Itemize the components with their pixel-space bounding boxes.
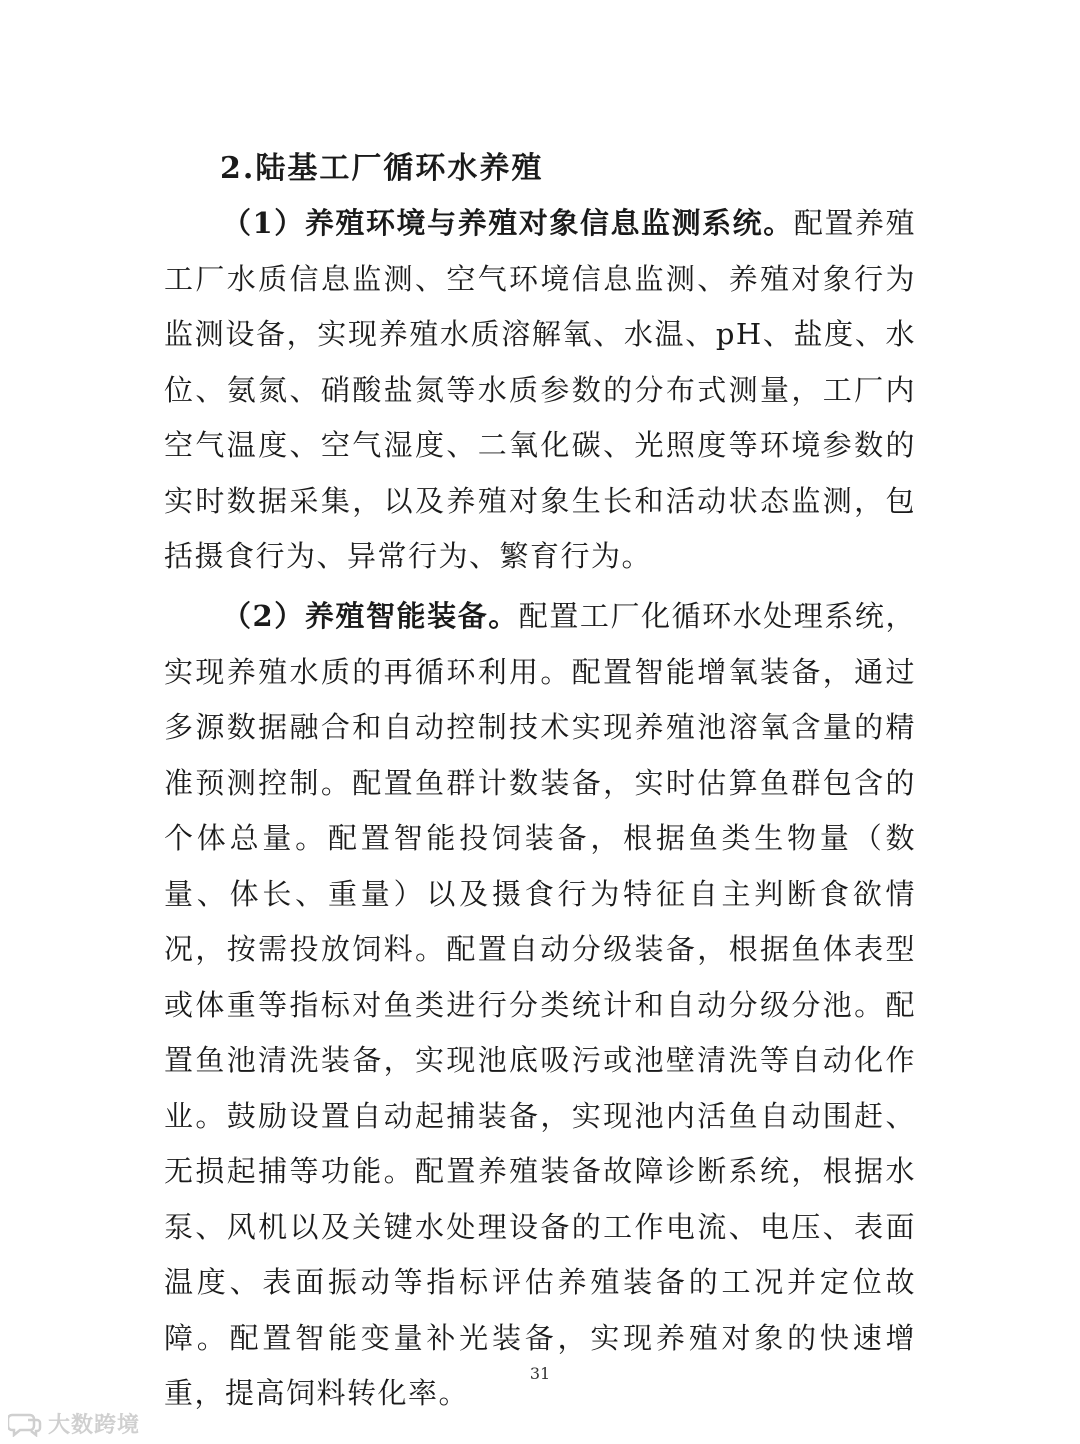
paragraph-smart-equipment (164, 589, 916, 1422)
paragraph-body: 配置工厂化循环水处理系统，实现养殖水质的再循环利用。配置智能增氧装备，通过多源数据融合和自动控制技术实现养殖池溶氧含量的精准预测控制。配置鱼群计数装备，实时估算鱼群包含的个体总量。配置智能投饲装备，根据鱼类生物量（数量、体长、重量）以及摄食行为特征自主判断食欲情况，按需投放饲料。配置自动分级装备，根据鱼体表型或体重等指标对鱼类进行分类统计和自动分级分池。配置鱼池清洗装备，实现池底吸污或池壁清洗等自动化作业。鼓励设置自动起捕装备，实现池内活鱼自动围赶、无损起捕等功能。配置养殖装备故障诊断系统，根据水泵、风机以及关键水处理设备的工作电流、电压、表面温度、表面振动等指标评估养殖装备的工况并定位故障。配置智能变量补光装备，实现养殖对象的快速增重，提高饲料转化率。 (164, 599, 916, 1410)
paragraph-body: 配置养殖工厂水质信息监测、空气环境信息监测、养殖对象行为监测设备，实现养殖水质溶解氧、水温、pH、盐度、水位、氨氮、硝酸盐氮等水质参数的分布式测量，工厂内空气温度、空气湿度、二氧化碳、光照度等环境参数的实时数据采集，以及养殖对象生长和活动状态监测，包括摄食行为、异常行为、繁育行为。 (164, 206, 916, 573)
page-number: 31 (529, 1364, 551, 1383)
chat-bubble-logo-icon (8, 1411, 42, 1437)
paragraph-lead: （1）养殖环境与养殖对象信息监测系统。 (222, 206, 794, 240)
watermark-text: 大数跨境 (48, 1413, 141, 1438)
watermark (8, 1408, 140, 1439)
paragraph-lead: （2）养殖智能装备。 (222, 599, 519, 633)
section-heading: 2.陆基工厂循环水养殖 (220, 151, 544, 186)
paragraph-monitoring-system (164, 196, 916, 585)
